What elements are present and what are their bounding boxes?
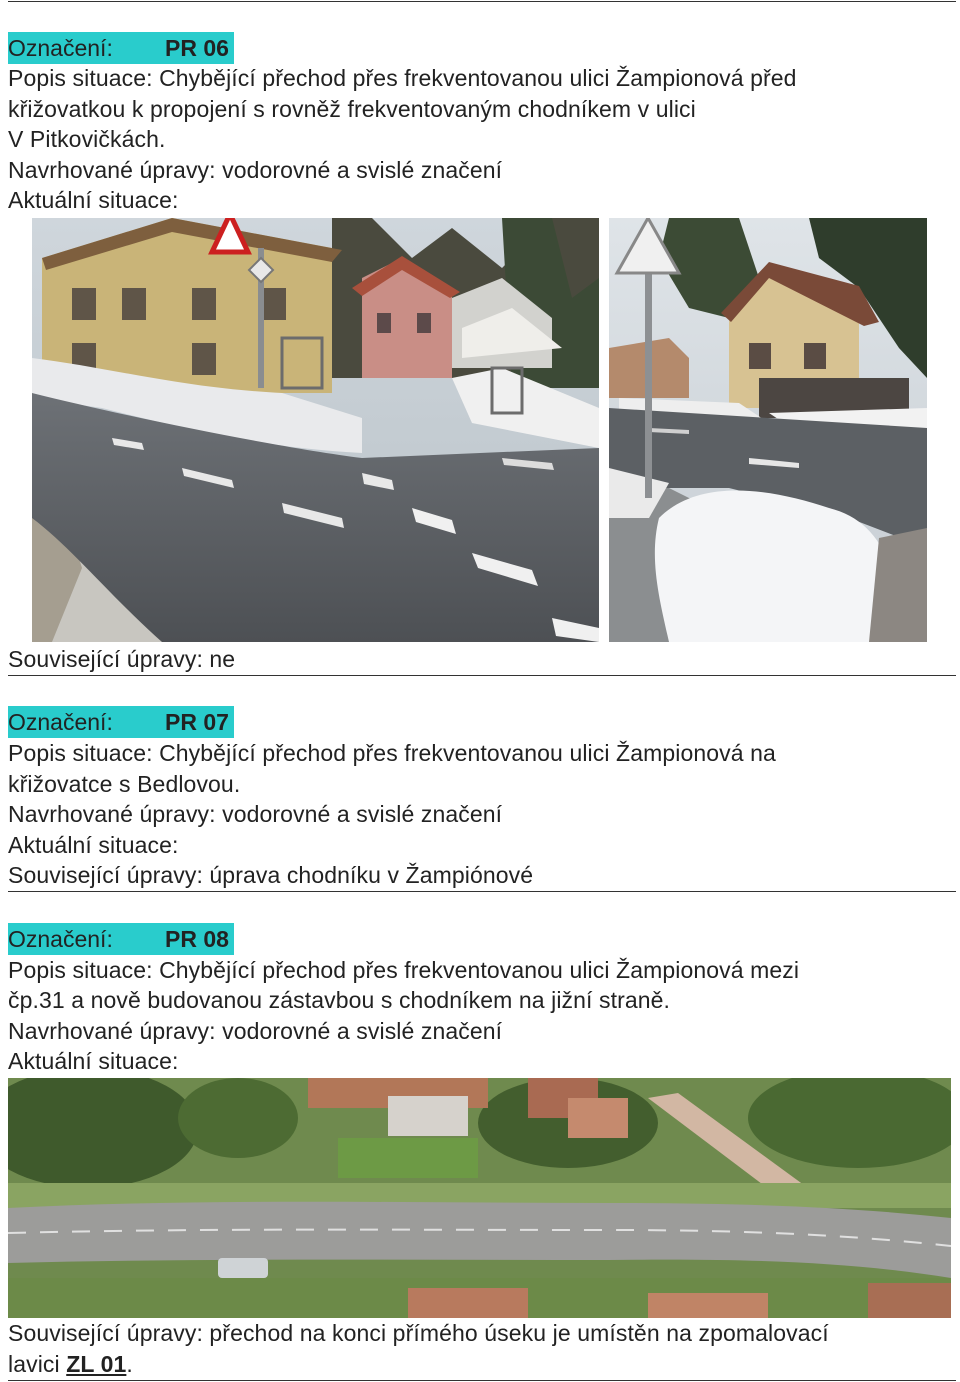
aerial-photo xyxy=(8,1078,951,1318)
label-text: Označení: xyxy=(8,35,113,61)
street-photo-left xyxy=(32,218,599,642)
section-label-pr06 xyxy=(8,32,234,64)
section-code: PR 07 xyxy=(165,709,229,735)
current-situation: Aktuální situace: xyxy=(8,832,179,858)
section-code: PR 08 xyxy=(165,926,229,952)
current-situation: Aktuální situace: xyxy=(8,187,179,213)
related-changes: Související úpravy: ne xyxy=(8,646,236,672)
description-line: Popis situace: Chybějící přechod přes frekventovanou ulici Žampionová před xyxy=(8,65,797,91)
proposed-changes: Navrhované úpravy: vodorovné a svislé značení xyxy=(8,1018,503,1044)
section-separator xyxy=(8,1380,956,1381)
section-label-pr08 xyxy=(8,923,234,955)
description-line: čp.31 a nově budovanou zástavbou s chodníkem na jižní straně. xyxy=(8,987,671,1013)
label-text: Označení: xyxy=(8,709,113,735)
measure-reference-link[interactable]: ZL 01 xyxy=(66,1351,127,1377)
section-label-pr07 xyxy=(8,706,234,738)
related-changes: Související úpravy: úprava chodníku v Žampiónové xyxy=(8,862,534,888)
proposed-changes: Navrhované úpravy: vodorovné a svislé značení xyxy=(8,157,503,183)
proposed-changes: Navrhované úpravy: vodorovné a svislé značení xyxy=(8,801,503,827)
current-situation: Aktuální situace: xyxy=(8,1048,179,1074)
top-rule xyxy=(8,1,956,2)
section-separator xyxy=(8,891,956,892)
description-line: křižovatkou k propojení s rovněž frekventovaným chodníkem v ulici xyxy=(8,96,696,122)
description-line: V Pitkovičkách. xyxy=(8,126,166,152)
street-photo-right xyxy=(609,218,927,642)
related-changes-continued xyxy=(8,1349,133,1379)
section-separator xyxy=(8,675,956,676)
section-code: PR 06 xyxy=(165,35,229,61)
description-line: křižovatce s Bedlovou. xyxy=(8,771,241,797)
description-line: Popis situace: Chybějící přechod přes frekventovanou ulici Žampionová mezi xyxy=(8,957,800,983)
related-prefix: lavici xyxy=(8,1351,67,1377)
related-suffix: . xyxy=(126,1351,133,1377)
related-changes: Související úpravy: přechod na konci přímého úseku je umístěn na zpomalovací xyxy=(8,1320,829,1346)
description-line: Popis situace: Chybějící přechod přes frekventovanou ulici Žampionová na xyxy=(8,740,776,766)
label-text: Označení: xyxy=(8,926,113,952)
